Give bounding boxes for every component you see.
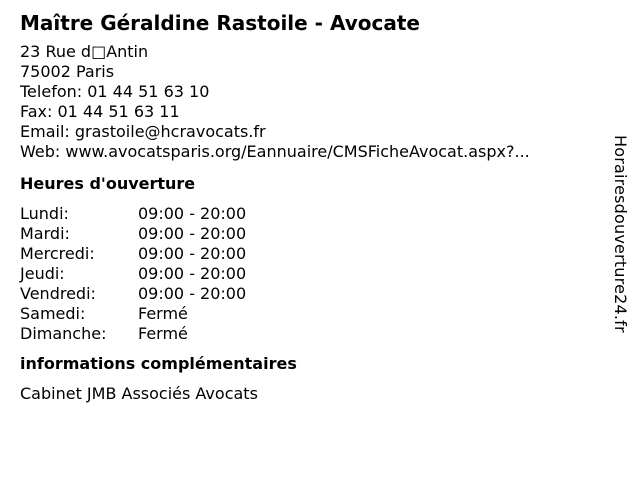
time-value: Fermé <box>138 324 188 343</box>
time-value: 09:00 - 20:00 <box>138 224 247 243</box>
time-value: 09:00 - 20:00 <box>138 284 247 303</box>
hours-row-monday <box>20 204 610 224</box>
day-label: Lundi: <box>20 204 69 223</box>
hours-row-wednesday <box>20 244 610 264</box>
day-label: Mardi: <box>20 224 70 243</box>
website-url: Web: www.avocatsparis.org/Eannuaire/CMSFicheAvocat.aspx?... <box>20 142 530 161</box>
time-value: 09:00 - 20:00 <box>138 264 247 283</box>
additional-info-text: Cabinet JMB Associés Avocats <box>20 384 258 403</box>
business-card <box>20 10 610 404</box>
opening-hours-heading: Heures d'ouverture <box>20 174 196 193</box>
phone-number: Telefon: 01 44 51 63 10 <box>20 82 210 101</box>
hours-row-thursday <box>20 264 610 284</box>
day-label: Dimanche: <box>20 324 107 343</box>
hours-row-tuesday <box>20 224 610 244</box>
address-city: 75002 Paris <box>20 62 115 81</box>
address-street: 23 Rue d□Antin <box>20 42 149 61</box>
day-label: Jeudi: <box>20 264 65 283</box>
email-address: Email: grastoile@hcravocats.fr <box>20 122 266 141</box>
additional-info-heading: informations complémentaires <box>20 354 297 373</box>
day-label: Mercredi: <box>20 244 95 263</box>
time-value: Fermé <box>138 304 188 323</box>
time-value: 09:00 - 20:00 <box>138 204 247 223</box>
site-brand-label: Horairesdouverture24.fr <box>611 135 630 333</box>
day-label: Samedi: <box>20 304 86 323</box>
hours-row-sunday <box>20 324 610 344</box>
fax-number: Fax: 01 44 51 63 11 <box>20 102 180 121</box>
time-value: 09:00 - 20:00 <box>138 244 247 263</box>
hours-row-saturday <box>20 304 610 324</box>
hours-row-friday <box>20 284 610 304</box>
opening-hours-table <box>20 204 610 344</box>
day-label: Vendredi: <box>20 284 96 303</box>
page-title: Maître Géraldine Rastoile - Avocate <box>20 11 420 35</box>
contact-block <box>20 42 610 162</box>
